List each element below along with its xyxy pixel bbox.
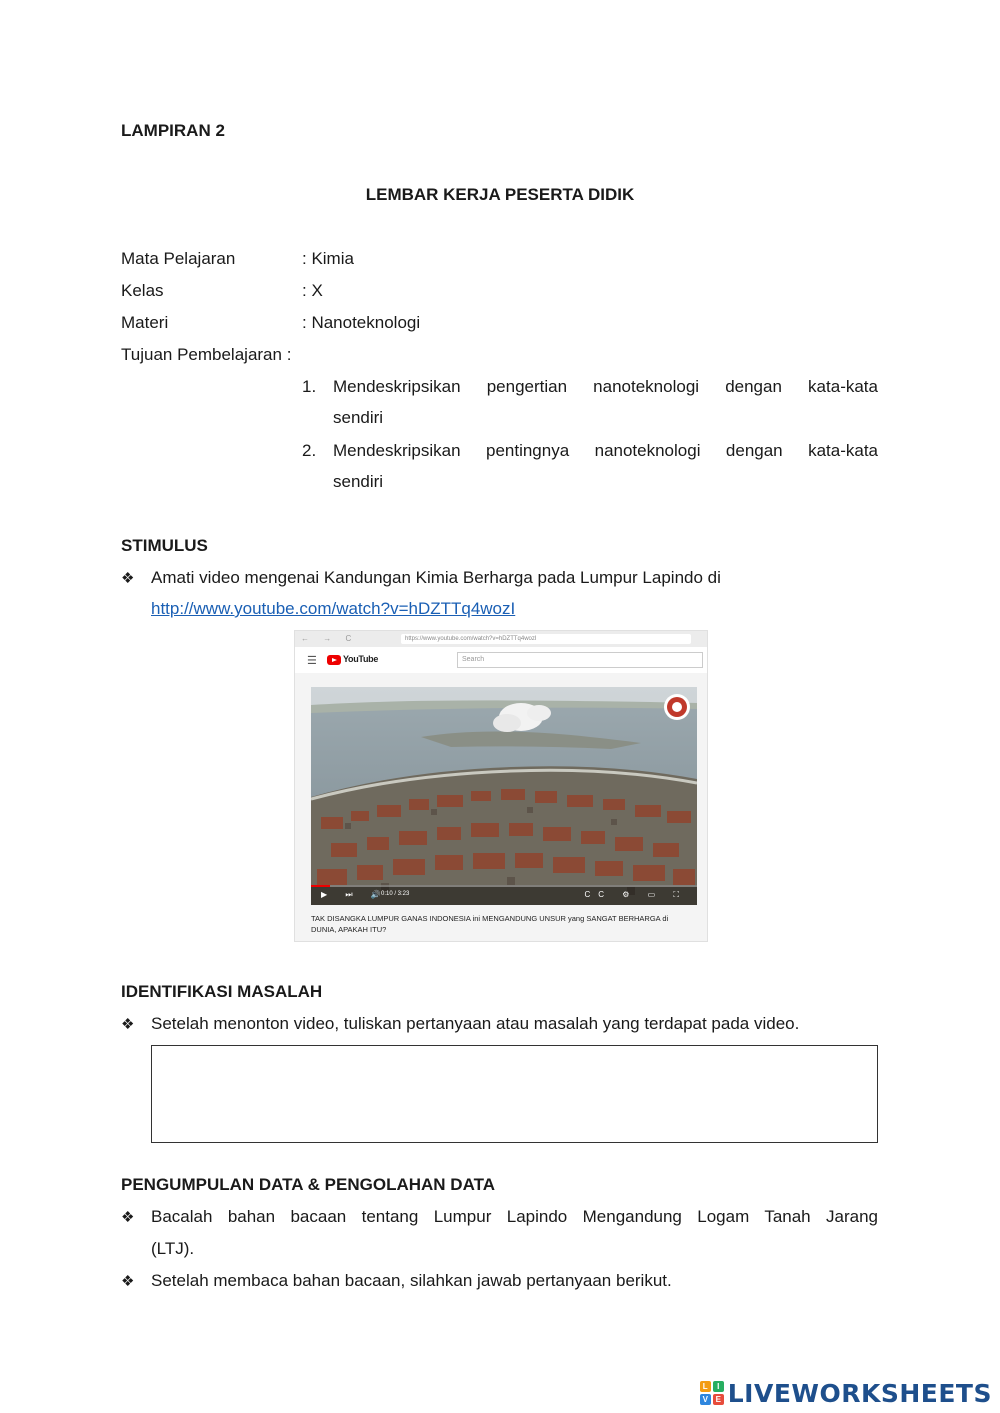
- youtube-search-input: Search: [457, 652, 703, 668]
- menu-icon: ☰: [307, 655, 317, 667]
- class-label: Kelas: [121, 281, 164, 300]
- video-controls: [311, 885, 697, 905]
- worksheet-title: LEMBAR KERJA PESERTA DIDIK: [365, 185, 635, 204]
- video-progress-fill: [311, 885, 330, 887]
- browser-url: https://www.youtube.com/watch?v=hDZTTq4wozI: [401, 634, 691, 644]
- goal-text-cont: sendiri: [333, 472, 384, 491]
- diamond-bullet-icon: ❖: [121, 570, 135, 587]
- subject-value: : Kimia: [302, 249, 354, 268]
- logo-tile: E: [713, 1394, 724, 1405]
- goal-text-cont: sendiri: [333, 408, 384, 427]
- video-time: 0:10 / 3:23: [381, 891, 410, 897]
- problem-heading: IDENTIFIKASI MASALAH: [121, 982, 323, 1001]
- reading-instruction: Bacalah bahan bacaan tentang Lumpur Lapindo Mengandung Logam Tanah Jarang: [151, 1207, 878, 1226]
- stimulus-heading: STIMULUS: [121, 536, 208, 555]
- answer-textbox[interactable]: [151, 1045, 878, 1143]
- liveworksheets-grid-icon: [700, 1381, 724, 1405]
- browser-nav-icons: ← → C: [301, 634, 358, 643]
- goal-number: 2.: [302, 441, 317, 460]
- class-value: : X: [302, 281, 323, 300]
- youtube-header: [295, 647, 707, 673]
- youtube-wordmark: YouTube: [343, 654, 379, 664]
- goals-label: Tujuan Pembelajaran :: [121, 345, 292, 364]
- data-heading: PENGUMPULAN DATA & PENGOLAHAN DATA: [121, 1175, 495, 1194]
- diamond-bullet-icon: ❖: [121, 1209, 135, 1226]
- logo-tile: V: [700, 1394, 711, 1405]
- youtube-logo-icon: [327, 655, 341, 665]
- diamond-bullet-icon: ❖: [121, 1016, 135, 1033]
- goal-text: Mendeskripsikan pentingnya nanoteknologi dengan kata-kata: [333, 441, 878, 460]
- liveworksheets-wordmark: LIVEWORKSHEETS: [727, 1378, 992, 1408]
- stimulus-text: Amati video mengenai Kandungan Kimia Berharga pada Lumpur Lapindo di: [151, 568, 721, 587]
- question-instruction: Setelah membaca bahan bacaan, silahkan jawab pertanyaan berikut.: [151, 1271, 672, 1290]
- video-frame: [311, 687, 697, 905]
- liveworksheets-logo: [700, 1378, 992, 1408]
- problem-text: Setelah menonton video, tuliskan pertanyaan atau masalah yang terdapat pada video.: [151, 1014, 800, 1033]
- playback-controls-icon: ▶ ⏭ 🔊: [321, 890, 389, 899]
- subject-label: Mata Pelajaran: [121, 249, 236, 268]
- logo-tile: L: [700, 1381, 711, 1392]
- reading-instruction-cont: (LTJ).: [151, 1239, 195, 1258]
- video-link[interactable]: http://www.youtube.com/watch?v=hDZTTq4wozI: [151, 599, 516, 618]
- flood-aerial-image: [311, 687, 697, 905]
- logo-tile: I: [713, 1381, 724, 1392]
- player-settings-icons: CC ⚙ ▭ ⛶: [584, 890, 687, 899]
- material-value: : Nanoteknologi: [302, 313, 421, 332]
- appendix-label: LAMPIRAN 2: [121, 121, 225, 140]
- video-caption: TAK DISANGKA LUMPUR GANAS INDONESIA ini MENGANDUNG UNSUR yang SANGAT BERHARGA di DUNIA, APAKAH ITU?: [311, 914, 669, 934]
- goal-text: Mendeskripsikan pengertian nanoteknologi dengan kata-kata: [333, 377, 878, 396]
- diamond-bullet-icon: ❖: [121, 1273, 135, 1290]
- video-screenshot: [294, 630, 708, 942]
- goal-number: 1.: [302, 377, 317, 396]
- material-label: Materi: [121, 313, 169, 332]
- browser-bar: [295, 631, 707, 647]
- video-progress-bar: [311, 885, 697, 887]
